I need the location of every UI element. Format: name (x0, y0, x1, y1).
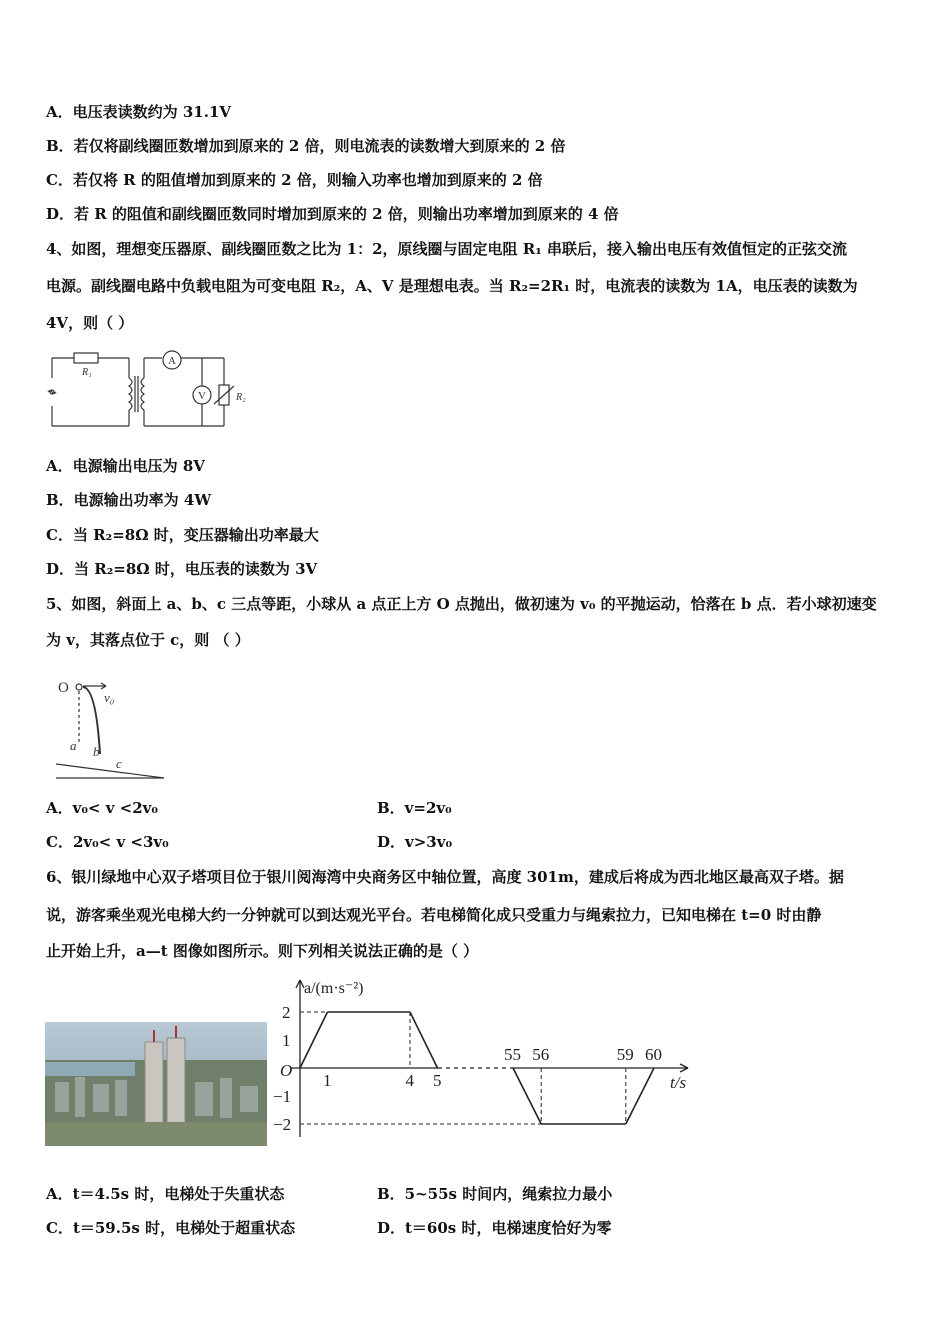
ball-o (76, 684, 82, 690)
q6-stem-line2: 说，游客乘坐观光电梯大约一分钟就可以到达观光平台。若电梯简化成只受重力与绳索拉力，已知电梯在 t=0 时由静 (46, 906, 822, 924)
x-tick-label: 5 (433, 1071, 442, 1090)
q4-option-b: B．电源输出功率为 4W (46, 491, 212, 509)
q4-option-c: C．当 R₂=8Ω 时，变压器输出功率最大 (46, 526, 319, 544)
twin-tower-photo (45, 1022, 267, 1146)
x-tick-label: 56 (532, 1045, 550, 1064)
q5-option-d: D．v>3v₀ (377, 833, 453, 851)
q6-option-a: A．t＝4.5s 时，电梯处于失重状态 (46, 1185, 285, 1203)
origin-label: O (280, 1061, 293, 1080)
voltmeter-label: V (198, 390, 206, 402)
r2-label: R₂ (236, 392, 246, 403)
series-segment (513, 1068, 541, 1124)
r1-resistor (74, 353, 98, 363)
q5-option-b: B．v=2v₀ (377, 799, 452, 817)
q6-stem-line3: 止开始上升，a—t 图像如图所示。则下列相关说法正确的是（ ） (46, 942, 479, 960)
series-segment (300, 1012, 328, 1068)
q4-circuit-figure (44, 348, 264, 434)
x-axis-label: t/s (670, 1073, 687, 1092)
secondary-coil (141, 378, 144, 410)
q3-option-d: D．若 R 的阻值和副线圈匝数同时增加到原来的 2 倍，则输出功率增加到原来的 4 倍 (46, 205, 619, 223)
q5-stem-line2: 为 v，其落点位于 c，则 （ ） (46, 631, 250, 649)
label-o: O (58, 680, 69, 696)
q4-stem-line2: 电源。副线圈电路中负载电阻为可变电阻 R₂，A、V 是理想电表。当 R₂=2R₁ 时，电流表的读数为 1A，电压表的读数为 (46, 277, 858, 295)
series-segment (626, 1068, 654, 1124)
q4-option-d: D．当 R₂=8Ω 时，电压表的读数为 3V (46, 560, 318, 578)
q6-stem-line1: 6、银川绿地中心双子塔项目位于银川阅海湾中央商务区中轴位置，高度 301m，建成后将成为西北地区最高双子塔。据 (46, 868, 844, 886)
q4-stem-line3: 4V，则（ ） (46, 314, 134, 332)
q5-option-c: C．2v₀< v <3v₀ (46, 833, 169, 851)
q6-option-b: B．5~55s 时间内，绳索拉力最小 (377, 1185, 613, 1203)
q4-stem-line1: 4、如图，理想变压器原、副线圈匝数之比为 1：2，原线圈与固定电阻 R₁ 串联后，接入输出电压有效值恒定的正弦交流 (46, 240, 848, 258)
q3-option-c: C．若仅将 R 的阻值增加到原来的 2 倍，则输入功率也增加到原来的 2 倍 (46, 171, 543, 189)
label-c: c (116, 756, 122, 771)
label-b: b (93, 744, 100, 759)
q6-at-chart (270, 972, 700, 1137)
x-tick-label: 4 (405, 1071, 414, 1090)
x-tick-label: 1 (323, 1071, 332, 1090)
q5-option-a: A．v₀< v <2v₀ (46, 799, 158, 817)
label-a: a (70, 738, 77, 753)
series-segment (410, 1012, 438, 1068)
y-tick-label: 1 (282, 1031, 291, 1050)
r1-label: R₁ (82, 367, 92, 378)
label-v0: v₀ (104, 690, 115, 705)
x-tick-label: 60 (645, 1045, 662, 1064)
q5-projectile-figure (54, 674, 169, 784)
x-tick-label: 59 (616, 1045, 634, 1064)
q4-option-a: A．电源输出电压为 8V (46, 457, 205, 475)
y-tick-label: −1 (273, 1087, 292, 1106)
x-tick-label: 55 (504, 1045, 521, 1064)
q5-stem-line1: 5、如图，斜面上 a、b、c 三点等距，小球从 a 点正上方 O 点抛出，做初速为 v₀ 的平抛运动，恰落在 b 点．若小球初速变 (46, 595, 877, 613)
y-tick-label: −2 (273, 1115, 292, 1134)
q3-option-a: A．电压表读数约为 31.1V (46, 103, 232, 121)
ammeter-label: A (168, 355, 176, 367)
y-axis-label: a/(m·s⁻²) (304, 980, 364, 997)
y-tick-label: 2 (282, 1003, 291, 1022)
q6-option-d: D．t＝60s 时，电梯速度恰好为零 (377, 1219, 612, 1237)
q3-option-b: B．若仅将副线圈匝数增加到原来的 2 倍，则电流表的读数增大到原来的 2 倍 (46, 137, 566, 155)
primary-coil (129, 378, 132, 410)
q6-option-c: C．t＝59.5s 时，电梯处于超重状态 (46, 1219, 296, 1237)
